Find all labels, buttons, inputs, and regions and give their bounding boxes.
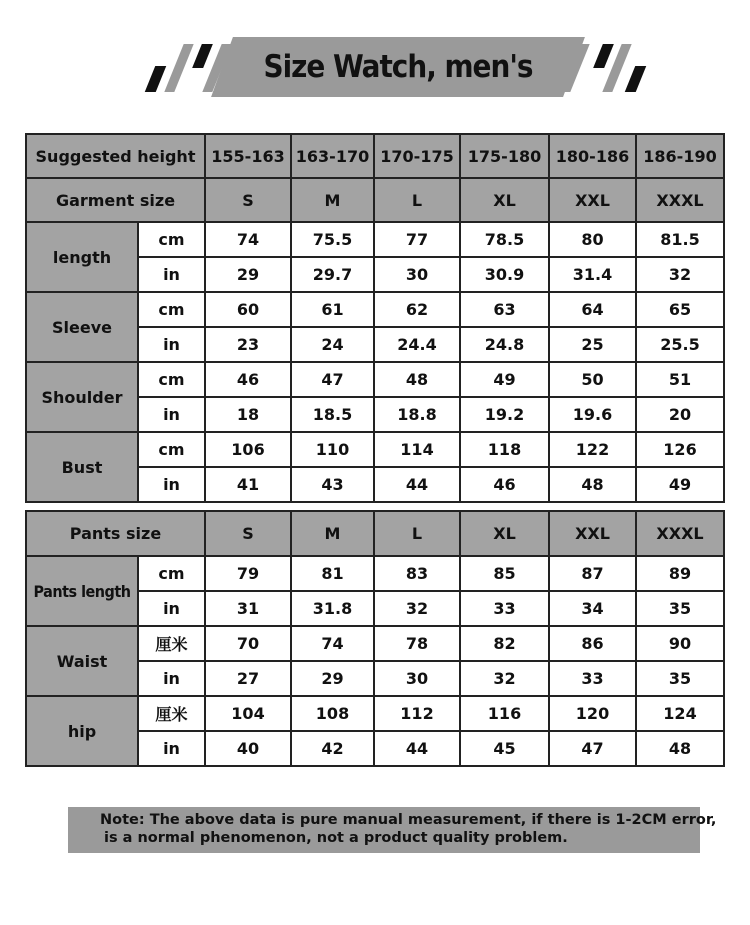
value-cell: 18.5 xyxy=(291,397,374,432)
value-cell: 46 xyxy=(460,467,549,502)
title-banner xyxy=(0,0,750,110)
value-cell: 106 xyxy=(205,432,291,467)
value-cell: 18 xyxy=(205,397,291,432)
unit-cell: in xyxy=(138,257,205,292)
measurement-label: Waist xyxy=(26,626,138,696)
unit-cell: cm xyxy=(138,222,205,257)
height-label: Suggested height xyxy=(26,134,205,178)
value-cell: 110 xyxy=(291,432,374,467)
height-cell: 175-180 xyxy=(460,134,549,178)
value-cell: 64 xyxy=(549,292,636,327)
pants-size-label: Pants size xyxy=(26,511,205,556)
size-cell: XXL xyxy=(549,178,636,222)
value-cell: 75.5 xyxy=(291,222,374,257)
unit-cell: 厘米 xyxy=(138,626,205,661)
value-cell: 77 xyxy=(374,222,460,257)
value-cell: 74 xyxy=(205,222,291,257)
measurement-row xyxy=(26,432,724,467)
value-cell: 20 xyxy=(636,397,724,432)
value-cell: 112 xyxy=(374,696,460,731)
unit-cell: in xyxy=(138,467,205,502)
decor-slash-left-3 xyxy=(192,44,213,68)
size-cell: XXXL xyxy=(636,178,724,222)
value-cell: 46 xyxy=(205,362,291,397)
value-cell: 85 xyxy=(460,556,549,591)
unit-cell: cm xyxy=(138,362,205,397)
value-cell: 82 xyxy=(460,626,549,661)
value-cell: 41 xyxy=(205,467,291,502)
value-cell: 35 xyxy=(636,591,724,626)
value-cell: 48 xyxy=(374,362,460,397)
size-cell: L xyxy=(374,178,460,222)
value-cell: 104 xyxy=(205,696,291,731)
unit-cell: cm xyxy=(138,556,205,591)
value-cell: 34 xyxy=(549,591,636,626)
value-cell: 47 xyxy=(291,362,374,397)
measurement-label: Sleeve xyxy=(26,292,138,362)
value-cell: 25 xyxy=(549,327,636,362)
value-cell: 30 xyxy=(374,257,460,292)
decor-slash-left-1 xyxy=(145,66,167,92)
value-cell: 24.4 xyxy=(374,327,460,362)
measurement-label: Bust xyxy=(26,432,138,502)
value-cell: 45 xyxy=(460,731,549,766)
value-cell: 31 xyxy=(205,591,291,626)
size-cell: L xyxy=(374,511,460,556)
value-cell: 30 xyxy=(374,661,460,696)
value-cell: 87 xyxy=(549,556,636,591)
size-cell: M xyxy=(291,511,374,556)
value-cell: 24.8 xyxy=(460,327,549,362)
value-cell: 81 xyxy=(291,556,374,591)
size-cell: S xyxy=(205,178,291,222)
unit-cell: 厘米 xyxy=(138,696,205,731)
value-cell: 30.9 xyxy=(460,257,549,292)
value-cell: 32 xyxy=(636,257,724,292)
value-cell: 27 xyxy=(205,661,291,696)
value-cell: 81.5 xyxy=(636,222,724,257)
garment-size-table xyxy=(25,133,725,503)
value-cell: 48 xyxy=(549,467,636,502)
unit-cell: in xyxy=(138,327,205,362)
value-cell: 114 xyxy=(374,432,460,467)
measurement-note xyxy=(68,807,717,853)
value-cell: 80 xyxy=(549,222,636,257)
size-cell: XL xyxy=(460,178,549,222)
value-cell: 90 xyxy=(636,626,724,661)
value-cell: 48 xyxy=(636,731,724,766)
decor-slash-right-2 xyxy=(593,44,614,68)
value-cell: 79 xyxy=(205,556,291,591)
value-cell: 63 xyxy=(460,292,549,327)
measurement-label: length xyxy=(26,222,138,292)
value-cell: 124 xyxy=(636,696,724,731)
value-cell: 61 xyxy=(291,292,374,327)
value-cell: 78 xyxy=(374,626,460,661)
height-cell: 155-163 xyxy=(205,134,291,178)
unit-cell: in xyxy=(138,731,205,766)
size-cell: M xyxy=(291,178,374,222)
value-cell: 118 xyxy=(460,432,549,467)
value-cell: 35 xyxy=(636,661,724,696)
value-cell: 74 xyxy=(291,626,374,661)
height-cell: 186-190 xyxy=(636,134,724,178)
value-cell: 31.4 xyxy=(549,257,636,292)
value-cell: 126 xyxy=(636,432,724,467)
value-cell: 18.8 xyxy=(374,397,460,432)
value-cell: 122 xyxy=(549,432,636,467)
value-cell: 65 xyxy=(636,292,724,327)
measurement-row xyxy=(26,362,724,397)
measurement-row xyxy=(26,556,724,591)
unit-cell: in xyxy=(138,661,205,696)
value-cell: 51 xyxy=(636,362,724,397)
value-cell: 32 xyxy=(460,661,549,696)
value-cell: 43 xyxy=(291,467,374,502)
height-cell: 180-186 xyxy=(549,134,636,178)
unit-cell: in xyxy=(138,397,205,432)
measurement-label: Pants length xyxy=(26,556,138,626)
value-cell: 29 xyxy=(205,257,291,292)
value-cell: 49 xyxy=(636,467,724,502)
value-cell: 31.8 xyxy=(291,591,374,626)
value-cell: 25.5 xyxy=(636,327,724,362)
value-cell: 40 xyxy=(205,731,291,766)
measurement-label: hip xyxy=(26,696,138,766)
unit-cell: cm xyxy=(138,432,205,467)
pants-size-table xyxy=(25,510,725,767)
measurement-row xyxy=(26,222,724,257)
value-cell: 19.2 xyxy=(460,397,549,432)
value-cell: 44 xyxy=(374,731,460,766)
unit-cell: in xyxy=(138,591,205,626)
page-title: Size Watch, men's xyxy=(263,49,533,85)
value-cell: 108 xyxy=(291,696,374,731)
value-cell: 42 xyxy=(291,731,374,766)
size-cell: S xyxy=(205,511,291,556)
value-cell: 29.7 xyxy=(291,257,374,292)
value-cell: 47 xyxy=(549,731,636,766)
measurement-row xyxy=(26,696,724,731)
value-cell: 29 xyxy=(291,661,374,696)
value-cell: 19.6 xyxy=(549,397,636,432)
value-cell: 32 xyxy=(374,591,460,626)
note-line-1: Note: The above data is pure manual measurement, if there is 1-2CM error, xyxy=(100,812,717,828)
value-cell: 86 xyxy=(549,626,636,661)
unit-cell: cm xyxy=(138,292,205,327)
height-row xyxy=(26,134,724,178)
value-cell: 49 xyxy=(460,362,549,397)
decor-slash-left-2 xyxy=(164,44,193,92)
size-cell: XXXL xyxy=(636,511,724,556)
value-cell: 62 xyxy=(374,292,460,327)
measurement-label: Shoulder xyxy=(26,362,138,432)
size-cell: XL xyxy=(460,511,549,556)
height-cell: 170-175 xyxy=(374,134,460,178)
value-cell: 70 xyxy=(205,626,291,661)
size-cell: XXL xyxy=(549,511,636,556)
value-cell: 33 xyxy=(549,661,636,696)
value-cell: 83 xyxy=(374,556,460,591)
value-cell: 60 xyxy=(205,292,291,327)
value-cell: 78.5 xyxy=(460,222,549,257)
value-cell: 44 xyxy=(374,467,460,502)
value-cell: 24 xyxy=(291,327,374,362)
value-cell: 23 xyxy=(205,327,291,362)
value-cell: 89 xyxy=(636,556,724,591)
value-cell: 50 xyxy=(549,362,636,397)
value-cell: 33 xyxy=(460,591,549,626)
measurement-row xyxy=(26,626,724,661)
size-row xyxy=(26,178,724,222)
pants-size-row xyxy=(26,511,724,556)
value-cell: 116 xyxy=(460,696,549,731)
height-cell: 163-170 xyxy=(291,134,374,178)
decor-slash-right-4 xyxy=(625,66,647,92)
note-line-2: is a normal phenomenon, not a product quality problem. xyxy=(104,830,568,846)
measurement-row xyxy=(26,292,724,327)
value-cell: 120 xyxy=(549,696,636,731)
garment-size-label: Garment size xyxy=(26,178,205,222)
